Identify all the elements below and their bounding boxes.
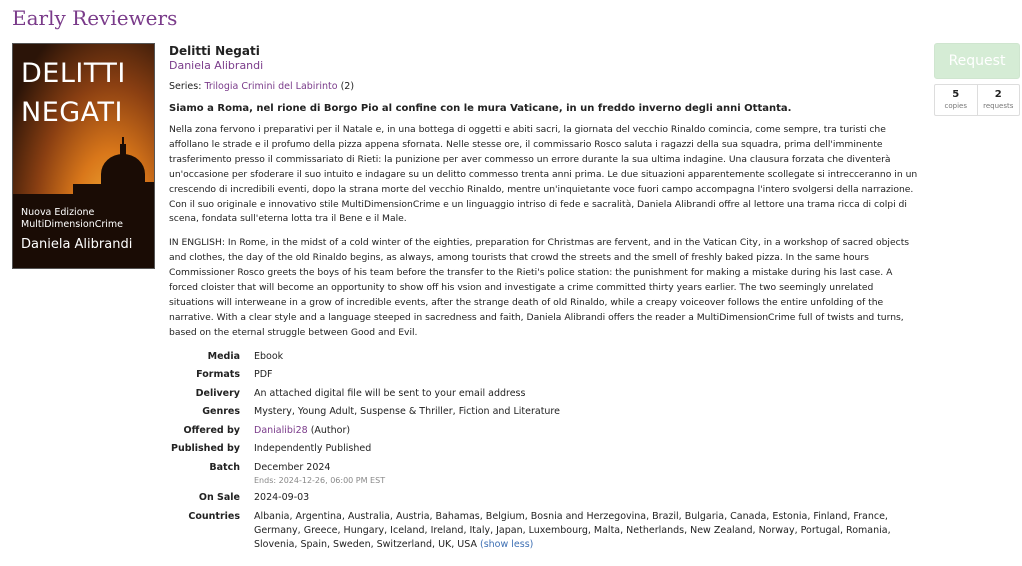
- meta-value: Independently Published: [254, 443, 372, 455]
- meta-row-delivery: [169, 387, 914, 406]
- requests-label: requests: [983, 102, 1014, 110]
- copies-label: copies: [944, 102, 967, 110]
- cover-title-line-2: NEGATI: [21, 97, 124, 128]
- requests-count: 2: [994, 89, 1002, 100]
- meta-value: [254, 510, 914, 557]
- meta-label: On Sale: [198, 492, 240, 504]
- meta-value: PDF: [254, 369, 273, 381]
- page-title: Early Reviewers: [12, 6, 178, 30]
- cover-edition-line-1: Nuova Edizione: [21, 207, 95, 218]
- meta-row-on-sale: [169, 491, 914, 510]
- meta-label: Genres: [202, 406, 240, 418]
- request-button[interactable]: Request: [934, 43, 1020, 79]
- meta-row-countries: [169, 510, 914, 557]
- series-label: Series:: [169, 81, 202, 92]
- meta-row-media: [169, 350, 914, 369]
- offered-by-user-link[interactable]: Danialibi28: [254, 424, 308, 436]
- meta-label: Formats: [196, 369, 240, 381]
- batch-value: December 2024: [254, 461, 331, 473]
- book-title: Delitti Negati: [169, 44, 260, 58]
- availability-stats: [934, 84, 1020, 116]
- meta-label: Countries: [188, 510, 240, 522]
- series-line: [169, 80, 921, 93]
- series-number: (2): [340, 81, 355, 92]
- description-italian: Nella zona fervono i preparativi per il Natale e, in una bottega di oggetti e abiti sacri, la giornata del vecchio Rinaldo comincia, come sempre, tra turisti che affollano le strade e il profumo della pizza appena sfornata. Nelle stesse ore, il commissario Rosco saluta i ragazzi della sua squadra, prima dell'imminente trasferimento presso il commissariato di Rieti: la punizione per aver commesso un errore durante la sua ultima indagine. Una clausura forzata che diventerà un'occasione per sfoderare il suo intuito e indagare su un delitto commesso trenta anni prima. Le due situazioni apparentemente scollegate si intrecceranno in un crescendo di incredibili eventi, dopo la strana morte del vecchio Rinaldo, mentre un'inquietante voce fuori campo accompagna l'intero svolgersi della narrazione. Con il suo originale e innovativo stile MultiDimensionCrime e un linguaggio intriso di fede e sacralità, Daniela Alibrandi offre al lettore una trama ricca di colpi di scena, fondata sull'eterna lotta tra il Bene e il Male.: [169, 124, 918, 225]
- meta-value: [254, 461, 914, 492]
- show-less-link[interactable]: (show less): [480, 538, 534, 550]
- book-details: [169, 44, 921, 556]
- copies-count: 5: [952, 89, 960, 100]
- cover-edition: [21, 207, 123, 231]
- requests-stat: [977, 85, 1020, 115]
- meta-row-formats: [169, 368, 914, 387]
- meta-value: An attached digital file will be sent to your email address: [254, 387, 526, 399]
- meta-row-offered-by: [169, 424, 914, 443]
- book-cover-image[interactable]: [12, 43, 155, 269]
- description-english: IN ENGLISH: In Rome, in the midst of a cold winter of the eighties, preparation for Christmas are fervent, and in the Vatican City, in a workshop of sacred objects and clothes, the day of the old Rinaldo begins, as always, among tourists that crowd the streets and the smell of freshly baked pizza. In the same hours Commissioner Rosco greets the boys of his team before the transfer to the Rieti's police station: the punishment for making a mistake during his last case. A forced cloister that will become an opportunity to show off his vsion and investigate a crime committed thirty years earlier. The two seemingly unrelated situations will interweane in a grow of incredible events, after the strange death of old Rinaldo, while a creapy voiceover follows the entire unfolding of the narrative. With a clear style and a language steeped in sacredness and faith, Daniela Alibrandi offers the reader a MultiDimensionCrime full of twists and turns, based on the eternal struggle between Good and Evil.: [169, 237, 910, 338]
- meta-row-published-by: [169, 442, 914, 461]
- offered-by-role: (Author): [310, 424, 351, 436]
- cover-edition-line-2: MultiDimensionCrime: [21, 219, 123, 230]
- meta-label: Offered by: [183, 424, 240, 436]
- meta-row-genres: [169, 405, 914, 424]
- meta-value: [254, 424, 914, 443]
- meta-label: Media: [207, 350, 240, 362]
- copies-stat: [935, 85, 977, 115]
- cover-author: Daniela Alibrandi: [21, 237, 133, 252]
- meta-row-batch: [169, 461, 914, 492]
- meta-value: 2024-09-03: [254, 492, 310, 504]
- series-link[interactable]: Trilogia Crimini del Labirinto: [204, 81, 338, 92]
- countries-list: Albania, Argentina, Australia, Austria, Bahamas, Belgium, Bosnia and Herzegovina, Brazil, Bulgaria, Canada, Estonia, Finland, France, Germany, Greece, Hungary, Iceland, Ireland, Italy, Japan, Luxembourg, Malta, Netherlands, New Zealand, Norway, Portugal, Romania, Slovenia, Spain, Sweden, Switzerland, UK, USA: [254, 510, 891, 550]
- meta-label: Delivery: [195, 387, 240, 399]
- description-lead: Siamo a Roma, nel rione di Borgo Pio al confine con le mura Vaticane, in un freddo inverno degli anni Ottanta.: [169, 103, 792, 114]
- author-link[interactable]: Daniela Alibrandi: [169, 59, 264, 72]
- meta-value: Mystery, Young Adult, Suspense & Thriller, Fiction and Literature: [254, 406, 560, 418]
- batch-ends: Ends: 2024-12-26, 06:00 PM EST: [254, 475, 386, 485]
- cover-title-line-1: DELITTI: [21, 58, 126, 89]
- meta-label: Batch: [209, 461, 240, 473]
- meta-value: Ebook: [254, 350, 284, 362]
- meta-label: Published by: [170, 443, 240, 455]
- book-metadata-table: [169, 350, 914, 557]
